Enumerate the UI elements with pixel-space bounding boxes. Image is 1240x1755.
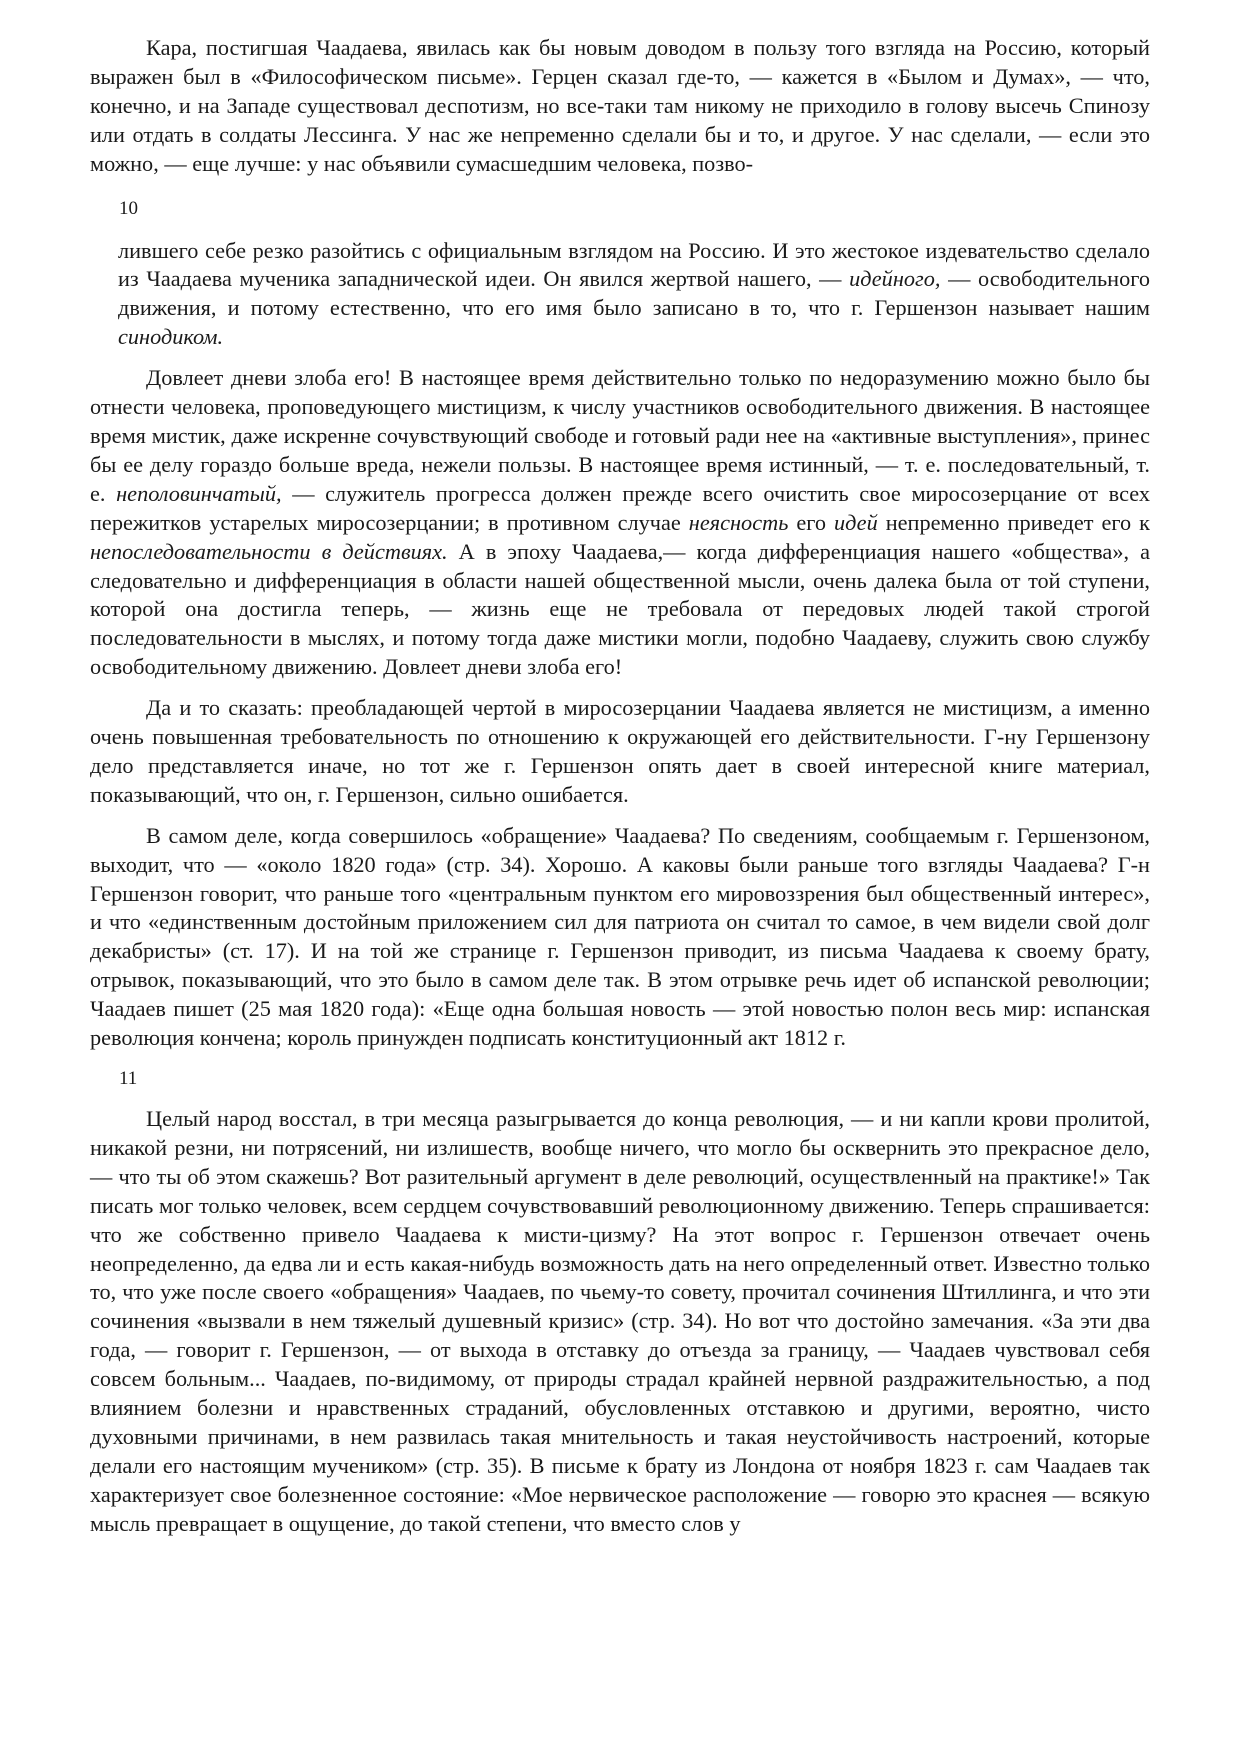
paragraph-3-text-2: — служитель прогресса должен прежде всего очистить свое миросозерцание от всех пережитков устарелых миросозерцании; в противном случае — [90, 480, 1150, 535]
paragraph-1: Кара, постигшая Чаадаева, явилась как бы новым доводом в пользу того взгляда на Россию, который выражен был в «Философическом письме». Герцен сказал где-то, — кажется в «Былом и Думах», — что, конечно, и на Западе существовал деспотизм, но все-таки там никому не приходило в голову высечь Спинозу или отдать в солдаты Лессинга. У нас же непременно сделали бы и то, и другое. У нас сделали, — если это можно, — еще лучше: у нас объявили сумасшедшим человека, позво- — [90, 35, 1150, 176]
paragraph-2-text-1: лившего себе резко разойтись с официальным взглядом на Россию. И это жестокое издевательство сделало из Чаадаева мученика западнической идеи. Он явился жертвой нашего, — — [118, 237, 1150, 292]
paragraph-4: Да и то сказать: преобладающей чертой в миросозерцании Чаадаева является не мистицизм, а именно очень повышенная требовательность по отношению к окружающей его действительности. Г-ну Гершензону дело представляется иначе, но тот же г. Гершензон опять дает в своей интересной книге материал, показывающий, что он, г. Гершензон, сильно ошибается. — [90, 695, 1150, 807]
paragraph-5: В самом деле, когда совершилось «обращение» Чаадаева? По сведениям, сообщаемым г. Гершензоном, выходит, что — «около 1820 года» (стр. 34). Хорошо. А каковы были раньше того взгляды Чаадаева? Г-н Гершензон говорит, что раньше того «центральным пунктом его мировоззрения был общественный интерес», и что «единственным достойным приложением сил для патриота он считал то самое, в чем видели свой долг декабристы» (ст. 17). И на той же странице г. Гершензон приводит, из письма Чаадаева к своему брату, отрывок, показывающий, что это было в самом деле так. В этом отрывке речь идет об испанской революции; Чаадаев пишет (25 мая 1820 года): «Еще одна большая новость — этой новостью полон весь мир: испанская революция кончена; король принужден подписать конституционный акт 1812 г. — [90, 822, 1150, 1051]
paragraph-3-italic-1: неполовинчатый, — [116, 480, 282, 506]
paragraph-2-italic-2: синодиком. — [118, 324, 224, 350]
paragraph-3-text-5: А в эпоху Чаадаева,— когда дифференциация нашего «общества», а следовательно и дифференциация в области нашей общественной мысли, очень далека была от той ступени, которой она достигла теперь, — жизнь еще не требовала от передовых людей такой строгой последовательности в мыслях, и потому тогда даже мистики могли, подобно Чаадаеву, служить свою службу освободительному движению. Довлеет дневи злоба его! — [90, 538, 1150, 680]
paragraph-3-text-3: его — [788, 509, 834, 535]
paragraph-6: Целый народ восстал, в три месяца разыгрывается до конца революция, — и ни капли крови пролитой, никакой резни, ни потрясений, ни излишеств, вообще ничего, что могло бы осквернить это прекрасное дело, — что ты об этом скажешь? Вот разительный аргумент в деле революций, осуществленный на практике!» Так писать мог только человек, всем сердцем сочувствовавший революционному движению. Теперь спрашивается: что же собственно привело Чаадаева к мисти-цизму? На этот вопрос г. Гершензон отвечает очень неопределенно, да едва ли и есть какая-нибудь возможность дать на него определенный ответ. Известно только то, что уже после своего «обращения» Чаадаев, по чьему-то совету, прочитал сочинения Штиллинга, и что эти сочинения «вызвали в нем тяжелый душевный кризис» (стр. 34). Но вот что достойно замечания. «За эти два года, — говорит г. Гершензон, — от выхода в отставку до отъезда за границу, — Чаадаев чувствовал себя совсем больным... Чаадаев, по-видимому, от природы страдал крайней нервной раздражительностью, а под влиянием болезни и нравственных страданий, обусловленных отставкою и другими, вероятно, чисто духовными причинами, в нем развилась такая мнительность и такая неустойчивость настроений, которые делали его настоящим мучеником» (стр. 35). В письме к брату из Лондона от ноября 1823 г. сам Чаадаев так характеризует свое болезненное состояние: «Мое нервическое расположение — говорю это краснея — всякую мысль превращает в ощущение, до такой степени, что вместо слов у — [90, 1106, 1150, 1536]
paragraph-2-italic-1: идейного, — [849, 266, 941, 292]
document-page — [90, 34, 1150, 1539]
paragraph-3-italic-4: непоследовательности в действиях. — [90, 538, 448, 564]
paragraph-3-italic-3: идей — [833, 509, 878, 535]
paragraph-3-text-4: непременно приведет его к — [877, 509, 1150, 535]
paragraph-3-italic-2: неясность — [688, 509, 789, 535]
paragraph-3 — [90, 364, 1150, 682]
page-number-10: 10 — [119, 197, 138, 219]
page-number-11: 11 — [119, 1068, 138, 1089]
paragraph-2-text-2: — освободительного движения, и потому естественно, что его имя было записано в то, что г. Гершензон называет нашим — [118, 266, 1150, 321]
paragraph-2 — [118, 237, 1150, 353]
paragraph-3-text-1: Довлеет дневи злоба его! В настоящее время действительно только по недоразумению можно было бы отнести человека, проповедующего мистицизм, к числу участников освободительного движения. В настоящее время мистик, даже искренне сочувствующий свободе и готовый ради нее на «активные выступления», принес бы ее делу гораздо больше вреда, нежели пользы. В настоящее время истинный, — т. е. последовательный, т. е. — [90, 365, 1150, 506]
